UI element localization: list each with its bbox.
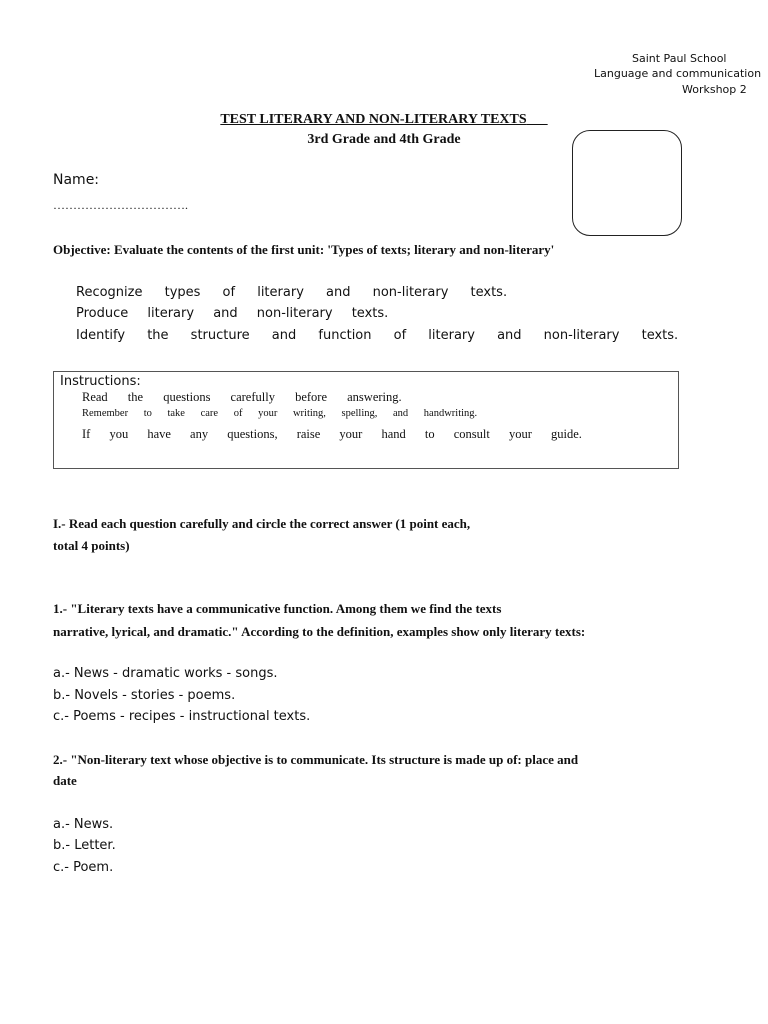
test-title-text: TEST LITERARY AND NON-LITERARY TEXTS [220, 112, 527, 127]
test-title [0, 112, 768, 128]
name-label: Name: [53, 172, 100, 188]
question-text: date [53, 773, 77, 788]
workshop-label: Workshop 2 [682, 83, 747, 96]
question-text: 2.- "Non-literary text whose objective is to communicate. Its structure is made up of: place and [53, 752, 579, 767]
answer-option[interactable]: c.- Poem. [53, 860, 114, 875]
goal-item [76, 285, 508, 300]
subject-name: Language and communication [594, 67, 762, 80]
photo-box [572, 130, 682, 236]
school-name: Saint Paul School [632, 52, 727, 65]
objective-text: Objective: Evaluate the contents of the first unit: 'Types of texts; literary and non-literary' [53, 242, 555, 257]
title-underline-trail [527, 112, 548, 127]
answer-option[interactable]: c.- Poems - recipes - instructional texts. [53, 709, 311, 724]
instructions-box [53, 371, 679, 469]
goal-item: Produce literary and non-literary texts. [76, 306, 389, 321]
answer-option[interactable]: a.- News. [53, 817, 114, 832]
section-instruction: I.- Read each question carefully and circle the correct answer (1 point each, [53, 516, 471, 531]
grade-subtitle: 3rd Grade and 4th Grade [307, 132, 461, 147]
instruction-line: Remember to take care of your writing, spelling, and handwriting. [82, 408, 478, 419]
answer-option[interactable]: a.- News - dramatic works - songs. [53, 666, 278, 681]
goal-text: Recognize types of literary and non-literary texts. [76, 285, 508, 300]
name-line[interactable]: ……………………………. [53, 198, 188, 212]
goal-item: Identify the structure and function of literary and non-literary texts. [76, 328, 679, 343]
answer-option[interactable]: b.- Novels - stories - poems. [53, 688, 236, 703]
question-text: 1.- "Literary texts have a communicative function. Among them we find the texts [53, 601, 502, 616]
instructions-heading: Instructions: [60, 374, 141, 389]
section-instruction: total 4 points) [53, 538, 130, 553]
instruction-line: If you have any questions, raise your hand to consult your guide. [82, 427, 582, 441]
answer-option[interactable]: b.- Letter. [53, 838, 116, 853]
instruction-line: Read the questions carefully before answering. [82, 390, 402, 404]
question-text: narrative, lyrical, and dramatic." According to the definition, examples show only literary texts: [53, 624, 586, 639]
